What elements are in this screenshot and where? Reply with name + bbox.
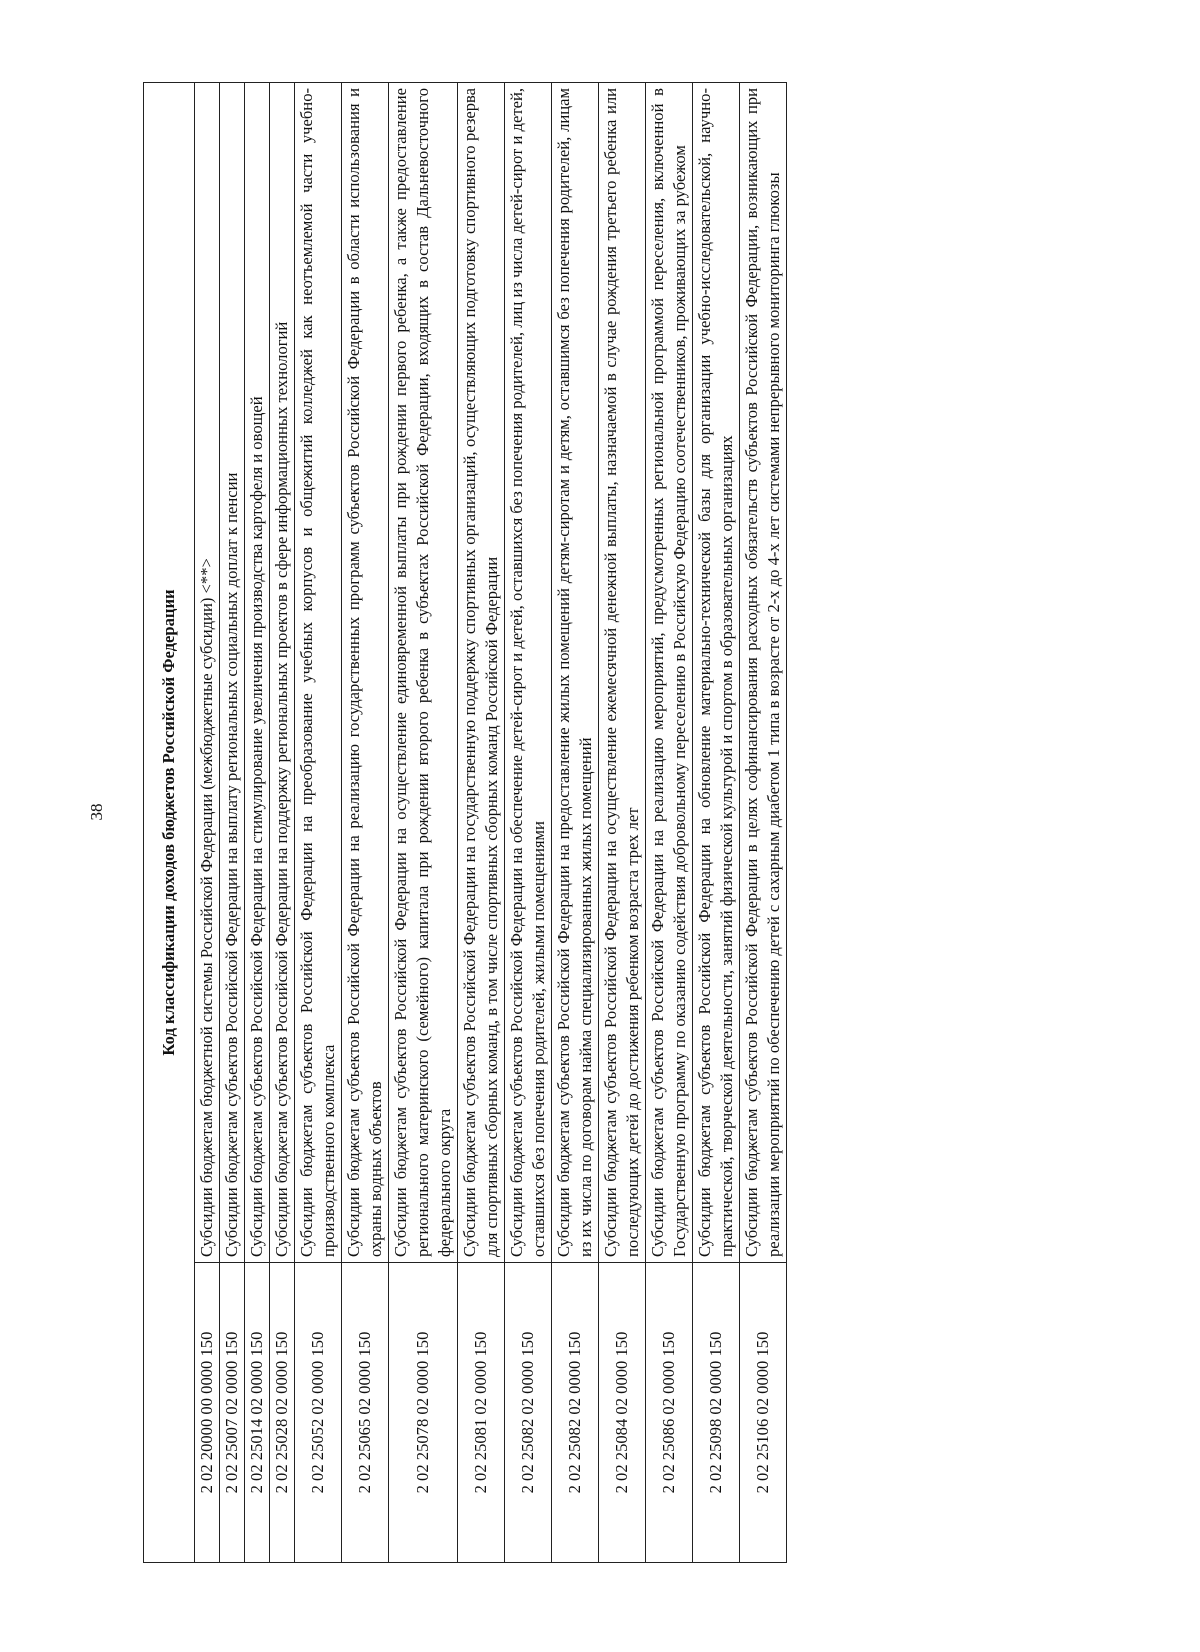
table-header: Код классификации доходов бюджетов Российской Федерации — [144, 82, 195, 1562]
classification-description: Субсидии бюджетам субъектов Российской Федерации на выплату региональных социальных доплат к пенсии — [220, 82, 245, 1262]
classification-description: Субсидии бюджетам субъектов Российской Федерации в целях софинансирования расходных обязательств субъектов Российской Федерации, возникающих при реализации мероприятий по обеспечению детей с сахарным диабетом 1 типа в возрасте от 2-х до 4-х лет системами непрерывного мониторинга глюкозы — [740, 82, 787, 1262]
classification-code: 2 02 25084 02 0000 150 — [599, 1263, 646, 1563]
classification-code: 2 02 25106 02 0000 150 — [740, 1263, 787, 1563]
classification-code: 2 02 25065 02 0000 150 — [342, 1263, 389, 1563]
classification-description: Субсидии бюджетам субъектов Российской Федерации на обеспечение детей-сирот и детей, оставшихся без попечения родителей, лиц из числа детей-сирот и детей, оставшихся без попечения родителей, жилыми помещениями — [505, 82, 552, 1262]
classification-description: Субсидии бюджетам субъектов Российской Федерации на государственную поддержку спортивных организаций, осуществляющих подготовку спортивного резерва для спортивных сборных команд, в том числе спортивных сборных команд Российской Федерации — [458, 82, 505, 1262]
classification-code: 2 02 20000 00 0000 150 — [195, 1263, 220, 1563]
table-row — [693, 82, 740, 1562]
table-row — [195, 82, 220, 1562]
table-row — [342, 82, 389, 1562]
table-row — [270, 82, 295, 1562]
table-row — [740, 82, 787, 1562]
budget-classification-table — [143, 82, 787, 1563]
page-number: 38 — [87, 803, 106, 821]
classification-description: Субсидии бюджетам субъектов Российской Федерации на осуществление единовременной выплаты при рождении первого ребенка, а также предоставление регионального материнского (семейного) капитала при рождении второго ребенка в субъектах Российской Федерации, входящих в состав Дальневосточного федерального округа — [389, 82, 458, 1262]
table-row — [552, 82, 599, 1562]
classification-code: 2 02 25028 02 0000 150 — [270, 1263, 295, 1563]
rotated-table-container — [143, 83, 1183, 1563]
classification-code: 2 02 25082 02 0000 150 — [552, 1263, 599, 1563]
classification-description: Субсидии бюджетам субъектов Российской Федерации на поддержку региональных проектов в сфере информационных технологий — [270, 82, 295, 1262]
table-row — [458, 82, 505, 1562]
table-row — [295, 82, 342, 1562]
table-row — [599, 82, 646, 1562]
classification-description: Субсидии бюджетам субъектов Российской Федерации на реализацию мероприятий, предусмотренных региональной программой переселения, включенной в Государственную программу по оказанию содействия добровольному переселению в Российскую Федерацию соотечественников, проживающих за рубежом — [646, 82, 693, 1262]
classification-description: Субсидии бюджетам субъектов Российской Федерации на обновление материально-технической базы для организации учебно-исследовательской, научно- практической, творческой деятельности, занятий физической культурой и спортом в образовательных организациях — [693, 82, 740, 1262]
classification-code: 2 02 25014 02 0000 150 — [245, 1263, 270, 1563]
classification-code: 2 02 25081 02 0000 150 — [458, 1263, 505, 1563]
table-header-row — [144, 82, 195, 1562]
classification-description: Субсидии бюджетам бюджетной системы Российской Федерации (межбюджетные субсидии) <**> — [195, 82, 220, 1262]
table-body — [195, 82, 787, 1562]
table-row — [646, 82, 693, 1562]
classification-code: 2 02 25052 02 0000 150 — [295, 1263, 342, 1563]
table-row — [245, 82, 270, 1562]
classification-description: Субсидии бюджетам субъектов Российской Федерации на стимулирование увеличения производства картофеля и овощей — [245, 82, 270, 1262]
classification-description: Субсидии бюджетам субъектов Российской Федерации на осуществление ежемесячной денежной выплаты, назначаемой в случае рождения третьего ребенка или последующих детей до достижения ребенком возраста трех лет — [599, 82, 646, 1262]
classification-description: Субсидии бюджетам субъектов Российской Федерации на предоставление жилых помещений детям-сиротам и детям, оставшимся без попечения родителей, лицам из их числа по договорам найма специализированных жилых помещений — [552, 82, 599, 1262]
classification-code: 2 02 25082 02 0000 150 — [505, 1263, 552, 1563]
classification-code: 2 02 25007 02 0000 150 — [220, 1263, 245, 1563]
classification-code: 2 02 25086 02 0000 150 — [646, 1263, 693, 1563]
classification-code: 2 02 25078 02 0000 150 — [389, 1263, 458, 1563]
table-row — [505, 82, 552, 1562]
classification-code: 2 02 25098 02 0000 150 — [693, 1263, 740, 1563]
table-row — [389, 82, 458, 1562]
table-row — [220, 82, 245, 1562]
classification-description: Субсидии бюджетам субъектов Российской Федерации на преобразование учебных корпусов и общежитий колледжей как неотъемлемой части учебно-производственного комплекса — [295, 82, 342, 1262]
classification-description: Субсидии бюджетам субъектов Российской Федерации на реализацию государственных программ субъектов Российской Федерации в области использования и охраны водных объектов — [342, 82, 389, 1262]
